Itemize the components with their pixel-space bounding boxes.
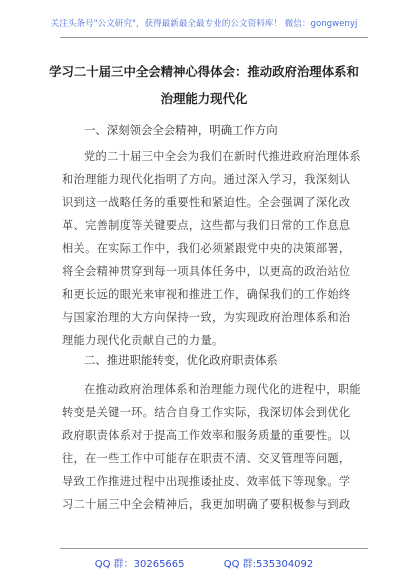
section-2-line: 在推动政府治理体系和治理能力现代化的进程中，职能 xyxy=(84,383,361,396)
document-title-line-2: 治理能力现代化 xyxy=(160,91,248,106)
section-1-line: 革、完善制度等关键要点，这些都与我们日常的工作息息 xyxy=(62,219,351,232)
header-promo-text: 关注头条号"公文研究"，获得最新最全最专业的公文资料库！ 微信：gongwenyj xyxy=(50,19,358,29)
section-2-heading: 二、推进职能转变，优化政府职责体系 xyxy=(84,353,278,367)
footer-divider xyxy=(60,548,368,549)
section-1-line: 和更长远的眼光来审视和推进工作，确保我们的工作始终 xyxy=(62,288,351,301)
section-1-line: 将全会精神贯穿到每一项具体任务中，以更高的政治站位 xyxy=(62,265,351,278)
footer-contact xyxy=(0,555,408,570)
section-1-line: 与国家治理的大方向保持一致，为实现政府治理体系和治 xyxy=(62,311,351,324)
section-1-line: 识到这一战略任务的重要性和紧迫性。全会强调了深化改 xyxy=(62,196,351,209)
footer-qq-group-2: QQ 群:535304092 xyxy=(223,559,314,570)
section-1-line: 相关。在实际工作中，我们必须紧跟党中央的决策部署， xyxy=(62,242,351,255)
section-2-line: 习二十届三中全会精神后，我更加明确了要积极参与到政 xyxy=(62,498,351,511)
section-2-line: 往，在一些工作中可能存在职责不清、交叉管理等问题， xyxy=(62,452,351,465)
document-title-line-1: 学习二十届三中全会精神心得体会：推动政府治理体系和 xyxy=(49,64,359,79)
section-1-heading: 一、深刻领会全会精神，明确工作方向 xyxy=(84,123,278,137)
section-1-line: 理能力现代化贡献自己的力量。 xyxy=(62,334,224,347)
section-2-line: 导致工作推进过程中出现推诿扯皮、效率低下等现象。学 xyxy=(62,475,351,488)
section-2-line: 政府职责体系对于提高工作效率和服务质量的重要性。以 xyxy=(62,429,351,442)
header-divider xyxy=(60,37,368,38)
footer-qq-group-1: QQ 群：30265665 xyxy=(94,559,185,570)
section-1-line: 和治理能力现代化指明了方向。通过深入学习，我深刻认 xyxy=(62,173,351,186)
section-1-line: 党的二十届三中全会为我们在新时代推进政府治理体系 xyxy=(84,150,361,163)
section-2-line: 转变是关键一环。结合自身工作实际，我深切体会到优化 xyxy=(62,406,351,419)
